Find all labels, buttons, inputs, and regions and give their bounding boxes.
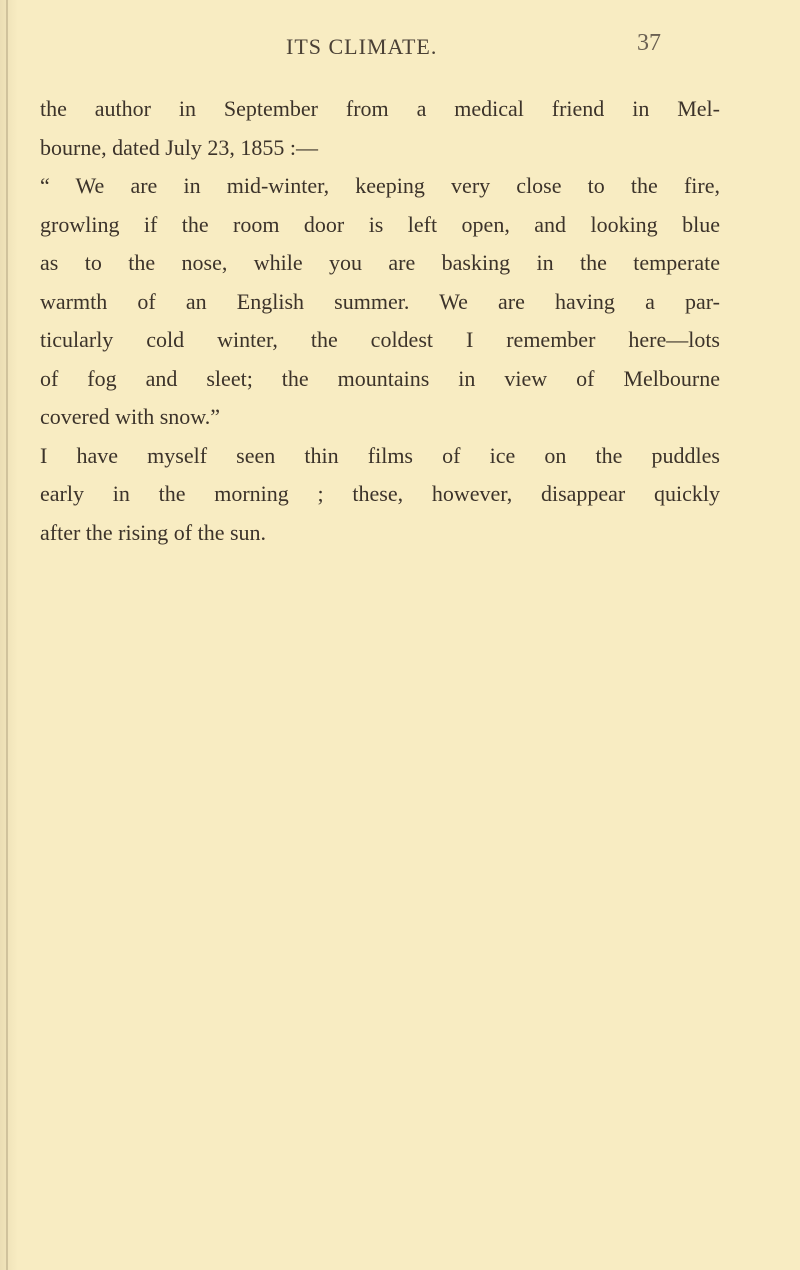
text-line: ticularly cold winter, the coldest I remember here—lots xyxy=(40,327,720,352)
text-line: covered with snow.” xyxy=(40,404,221,429)
text-line: after the rising of the sun. xyxy=(40,519,267,545)
text-line: growling if the room door is left open, and looking blue xyxy=(40,211,720,237)
text-line: of fog and sleet; the mountains in view of Melbourne xyxy=(40,365,720,391)
running-title: ITS CLIMATE. xyxy=(286,34,438,59)
text-line: early in the morning ; these, however, disappear quickly xyxy=(40,481,720,506)
running-head xyxy=(0,30,800,64)
page-gutter xyxy=(6,0,8,1270)
text-line: bourne, dated July 23, 1855 :— xyxy=(40,134,319,160)
page-number: 37 xyxy=(637,30,661,56)
text-line: I have myself seen thin films of ice on the puddles xyxy=(40,442,720,468)
text-line: “ We are in mid-winter, keeping very close to the fire, xyxy=(40,173,720,198)
text-line: as to the nose, while you are basking in the temperate xyxy=(40,250,720,275)
text-line: the author in September from a medical friend in Mel- xyxy=(40,96,720,121)
body-text xyxy=(40,90,720,552)
text-line: warmth of an English summer. We are having a par- xyxy=(40,288,720,314)
